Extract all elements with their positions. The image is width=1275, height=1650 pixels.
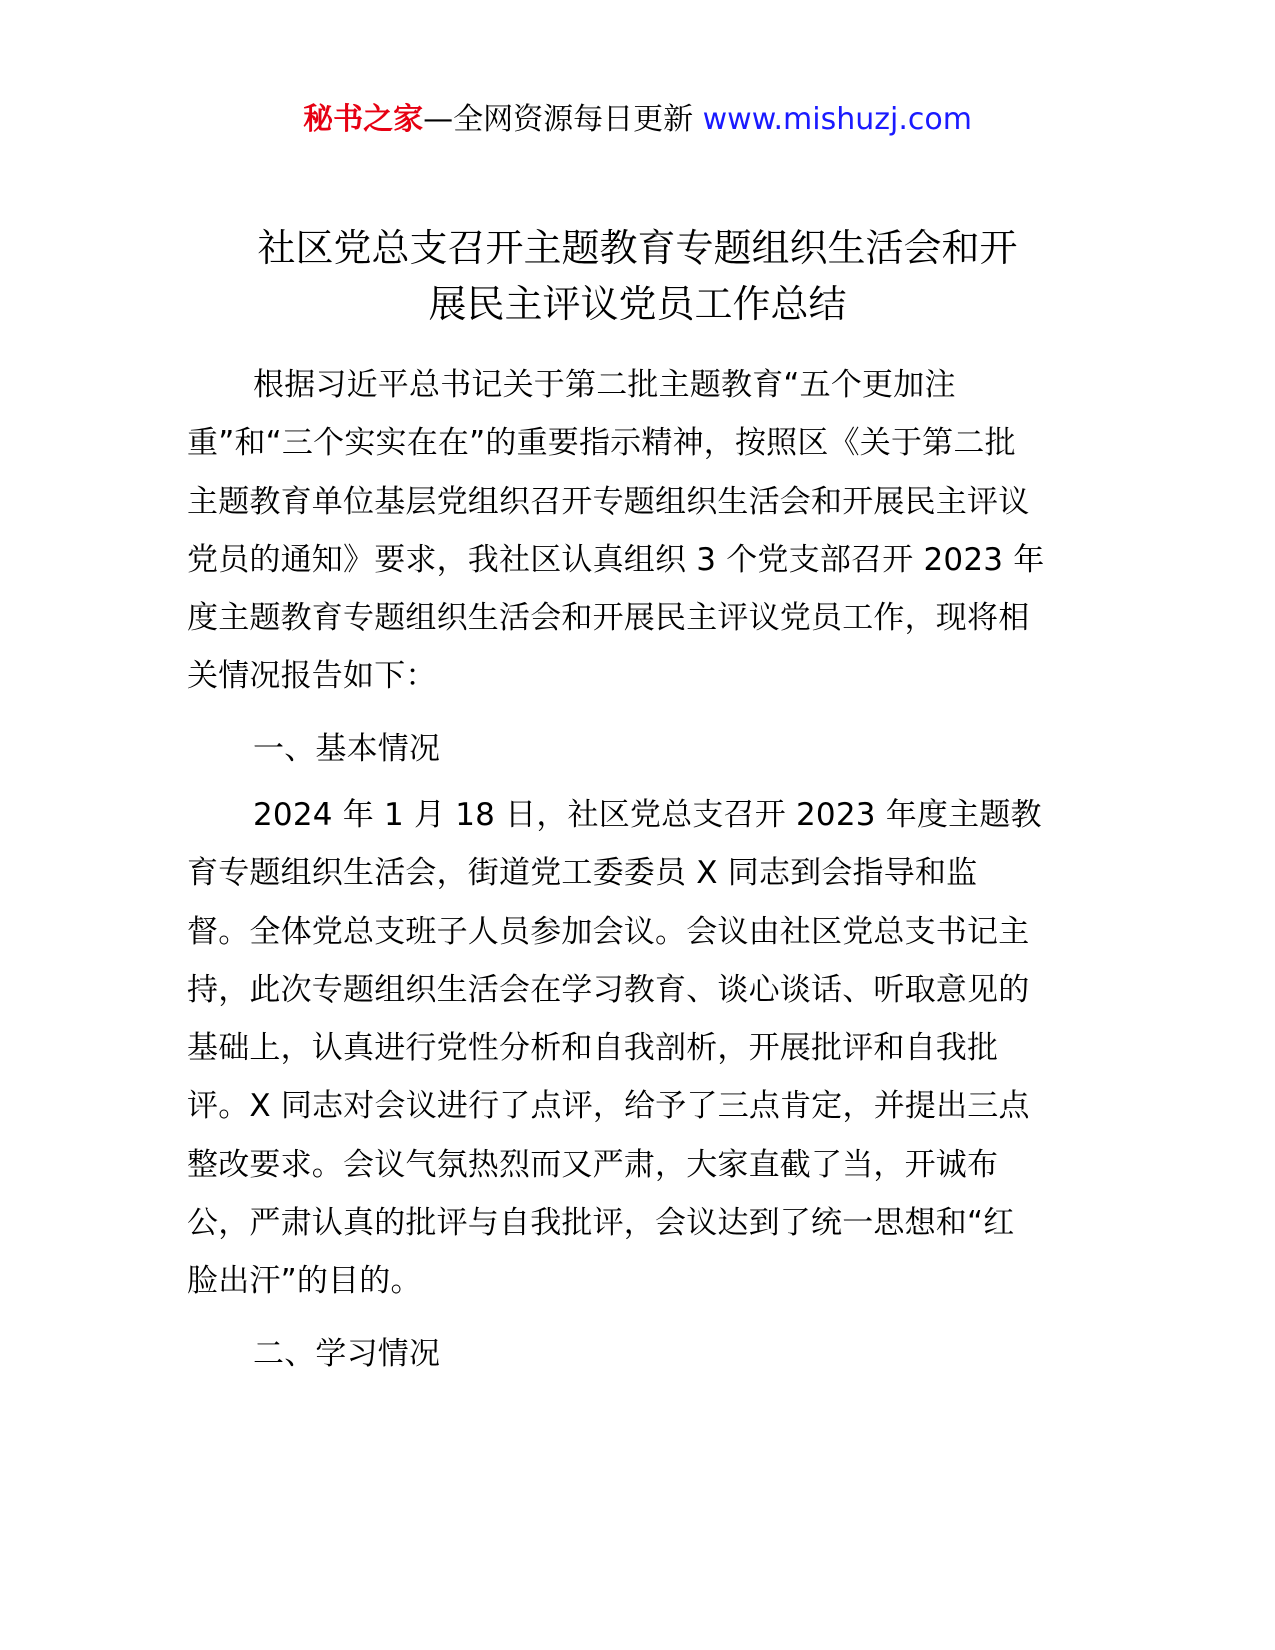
paragraph-line: 党员的通知》要求，我社区认真组织 3 个党支部召开 2023 年 [187, 541, 1045, 578]
paragraph-line: 整改要求。会议气氛热烈而又严肃，大家直截了当，开诚布 [187, 1146, 999, 1183]
paragraph-intro [187, 356, 1087, 706]
section-heading-basic [187, 720, 1087, 778]
section-heading-text: 一、基本情况 [253, 731, 441, 767]
section-heading-study [187, 1325, 1087, 1383]
paragraph-line: 关情况报告如下： [187, 658, 437, 695]
site-slogan: —全网资源每日更新 [423, 102, 703, 137]
site-header [0, 98, 1275, 142]
paragraph-line: 根据习近平总书记关于第二批主题教育“五个更加注 [253, 367, 956, 403]
document-title [150, 220, 1125, 332]
title-line-2: 展民主评议党员工作总结 [428, 282, 847, 326]
paragraph-line: 主题教育单位基层党组织召开专题组织生活会和开展民主评议 [187, 483, 1030, 520]
paragraph-line: 度主题教育专题组织生活会和开展民主评议党员工作，现将相 [187, 600, 1030, 637]
paragraph-line: 脸出汗”的目的。 [187, 1263, 422, 1300]
section-heading-text: 二、学习情况 [253, 1336, 441, 1372]
paragraph-basic-situation [187, 786, 1087, 1311]
site-url-link[interactable]: www.mishuzj.com [702, 102, 972, 137]
paragraph-line: 育专题组织生活会，街道党工委委员 X 同志到会指导和监 [187, 855, 978, 892]
paragraph-line: 督。全体党总支班子人员参加会议。会议由社区党总支书记主 [187, 913, 1030, 950]
paragraph-line: 重”和“三个实实在在”的重要指示精神，按照区《关于第二批 [187, 425, 1016, 462]
paragraph-line: 持，此次专题组织生活会在学习教育、谈心谈话、听取意见的 [187, 971, 1030, 1008]
brand-name: 秘书之家 [303, 102, 424, 137]
paragraph-line: 评。X 同志对会议进行了点评，给予了三点肯定，并提出三点 [187, 1088, 1030, 1125]
paragraph-line: 2024 年 1 月 18 日，社区党总支召开 2023 年度主题教 [253, 797, 1042, 833]
title-line-1: 社区党总支召开主题教育专题组织生活会和开 [257, 226, 1018, 270]
paragraph-line: 公，严肃认真的批评与自我批评，会议达到了统一思想和“红 [187, 1205, 1015, 1242]
paragraph-line: 基础上，认真进行党性分析和自我剖析，开展批评和自我批 [187, 1030, 999, 1067]
